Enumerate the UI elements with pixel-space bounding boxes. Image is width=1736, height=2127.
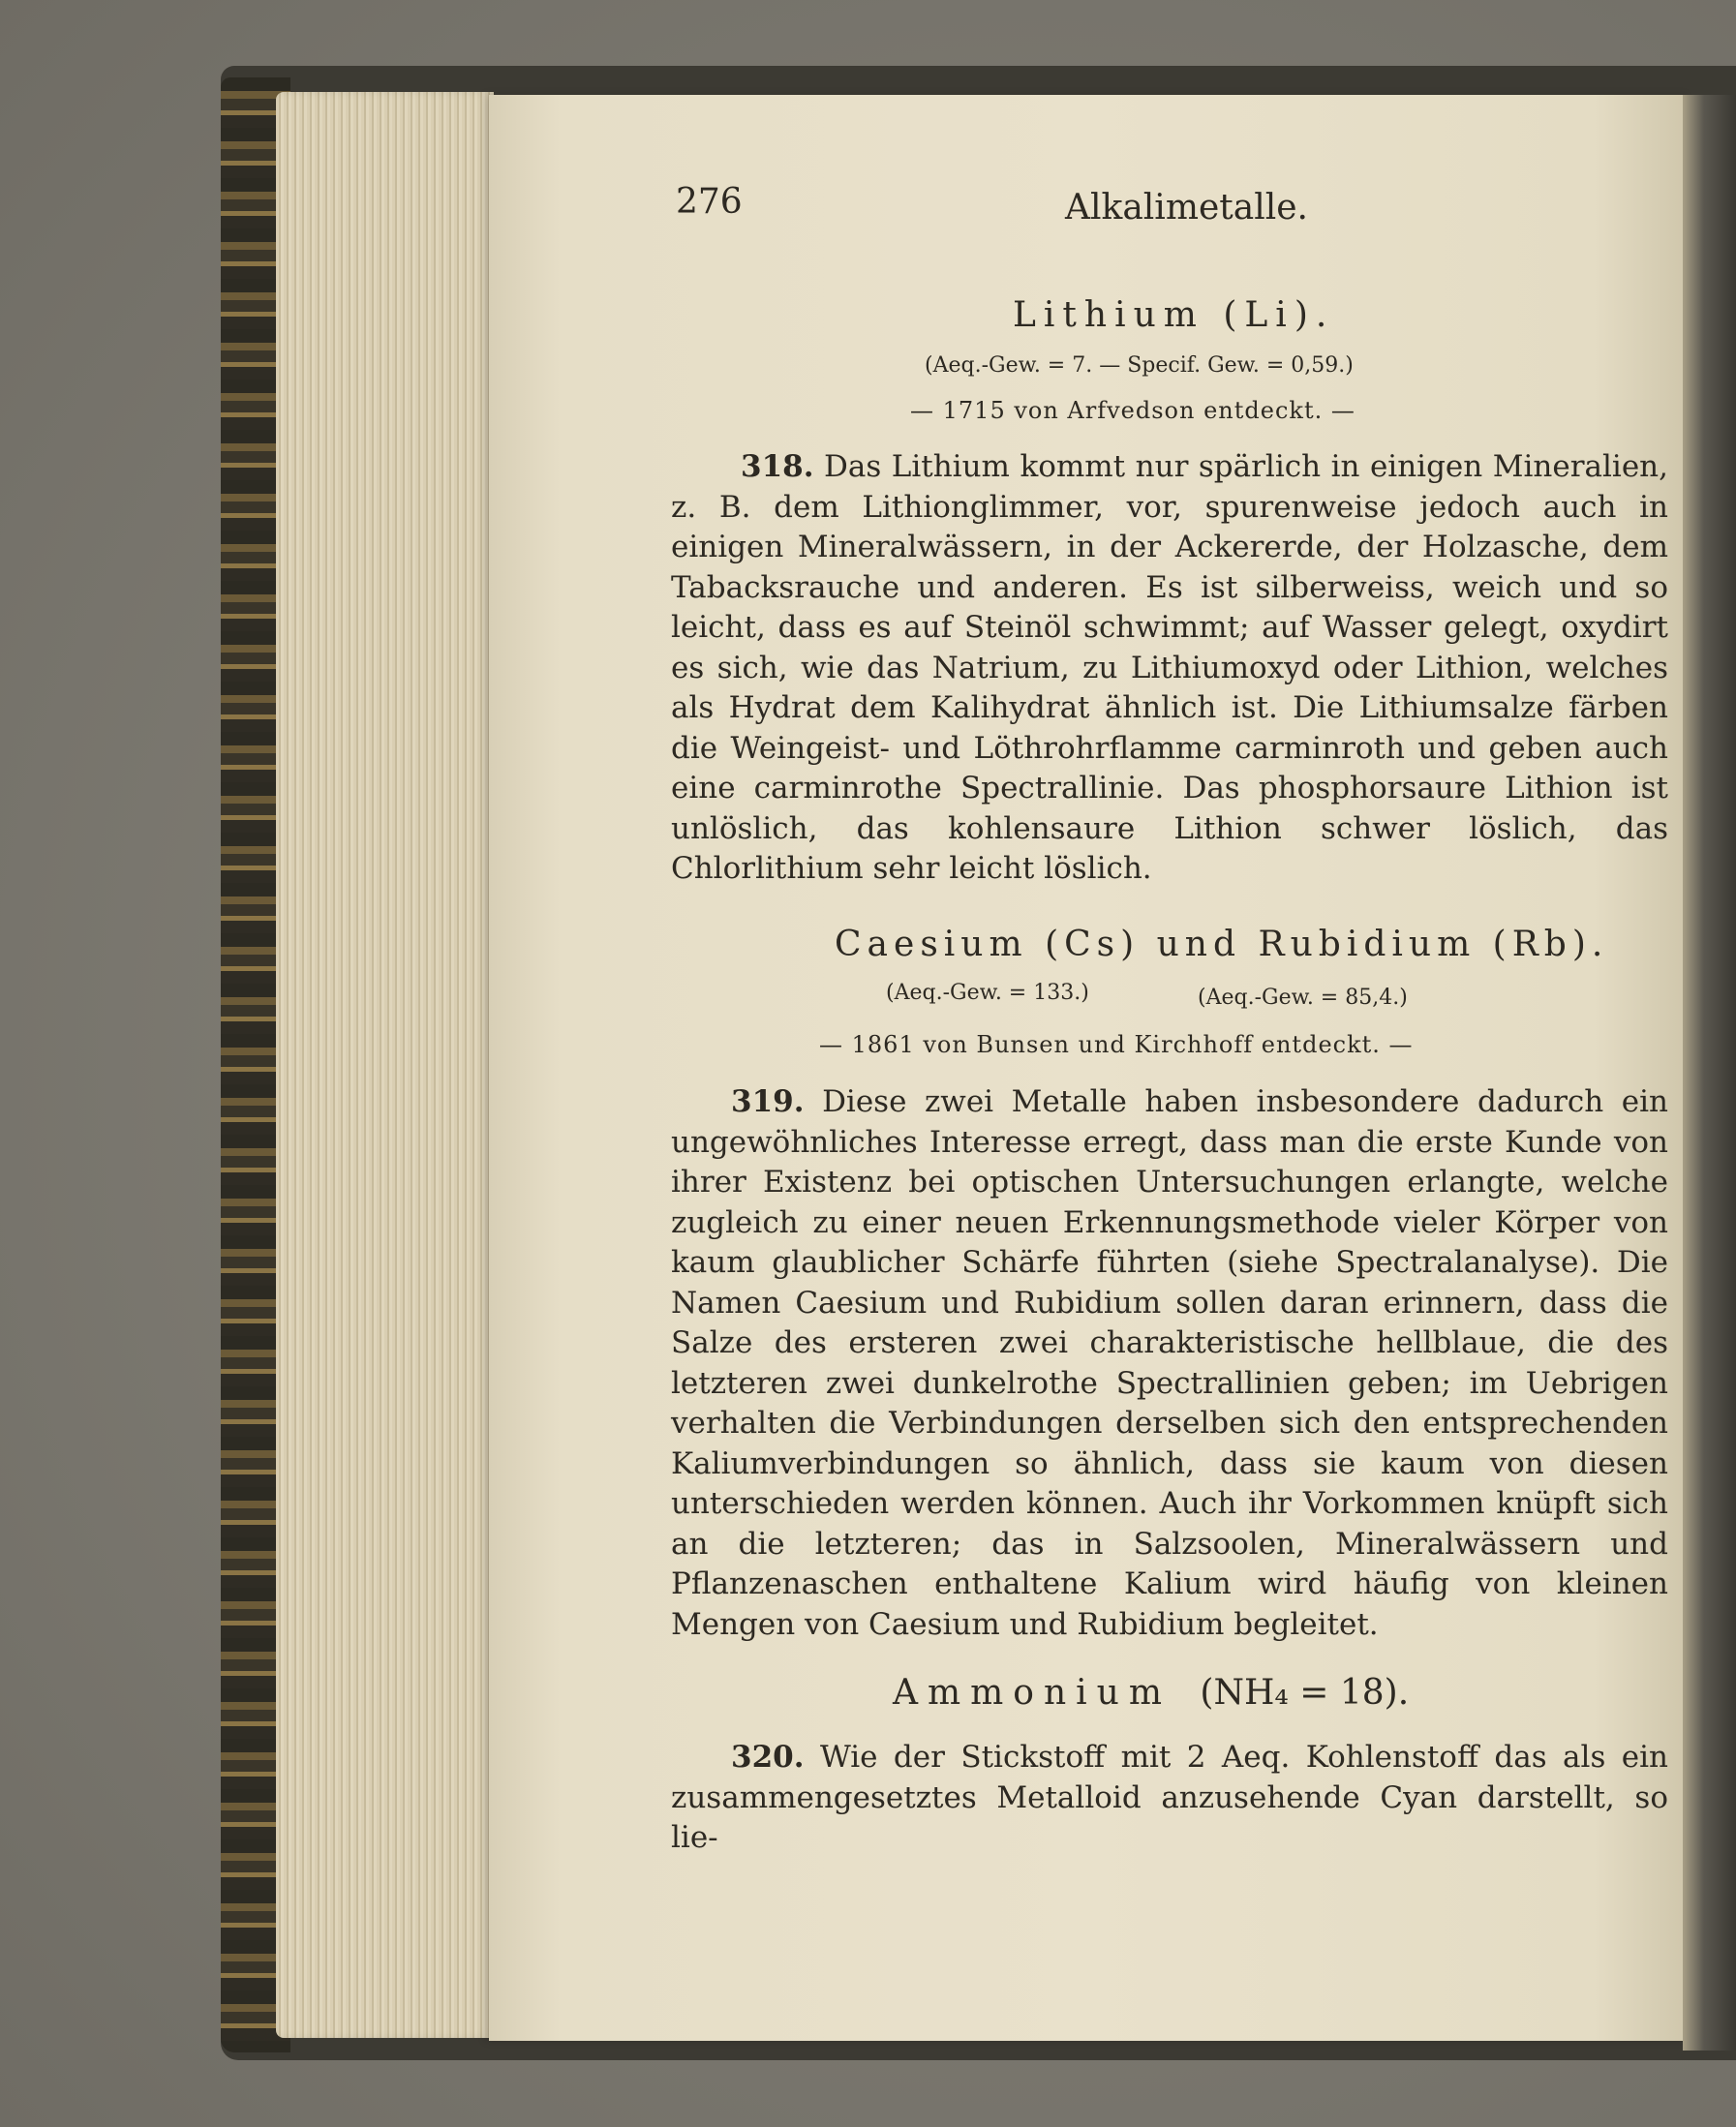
paragraph-319	[671, 1082, 1668, 1645]
caesium-heading: Caesium (Cs) und Rubidium (Rb).	[835, 925, 1609, 964]
paragraph-number: 318.	[741, 449, 814, 484]
page-edges	[276, 92, 494, 2038]
page-number: 276	[676, 182, 743, 222]
caesium-data: (Aeq.-Gew. = 133.)	[886, 981, 1089, 1005]
paragraph-text: Wie der Stickstoff mit 2 Aeq. Kohlenstoff das als ein zusammengesetztes Metalloid anzusehende Cyan darstellt, so lie-	[671, 1740, 1668, 1855]
lithium-heading: Lithium (Li).	[1013, 295, 1335, 335]
lithium-discovery: — 1715 von Arfvedson entdeckt. —	[910, 397, 1355, 424]
ammonium-formula: (NH₄ = 18).	[1200, 1673, 1410, 1713]
paragraph-text: Diese zwei Metalle haben insbesondere dadurch ein ungewöhnliches Interesse erregt, dass man die erste Kunde von ihrer Existenz bei optischen Untersuchungen erlangte, welche zugleich zu einer neuen Erkennungsmethode vieler Körper von kaum glaublicher Schärfe führten (siehe Spectralanalyse). Die Namen Caesium und Rubidium sollen daran erinnern, dass die Salze des ersteren zwei charakteristische hellblaue, die des letzteren zwei dunkelrothe Spectrallinien geben; im Uebrigen verhalten die Verbindungen derselben sich den entsprechenden Kaliumverbindungen so ähnlich, dass sie kaum von diesen unterschieden werden können. Auch ihr Vorkommen knüpft sich an die letzteren; das in Salzsoolen, Mineralwässern und Pflanzenaschen enthaltene Kalium wird häufig von kleinen Mengen von Caesium und Rubidium begleitet.	[671, 1084, 1668, 1642]
rubidium-data: (Aeq.-Gew. = 85,4.)	[1198, 986, 1408, 1010]
ammonium-heading-word: Ammonium	[893, 1673, 1172, 1713]
ammonium-heading	[893, 1673, 1409, 1713]
running-title: Alkalimetalle.	[1065, 188, 1308, 228]
lithium-data-line: (Aeq.-Gew. = 7. — Specif. Gew. = 0,59.)	[925, 353, 1354, 378]
paragraph-text: Das Lithium kommt nur spärlich in einigen Mineralien, z. B. dem Lithionglimmer, vor, spurenweise jedoch auch in einigen Mineralwässern, in der Ackererde, der Holzasche, dem Tabacksrauche und anderen. Es ist silberweiss, weich und so leicht, dass es auf Steinöl schwimmt; auf Wasser gelegt, oxydirt es sich, wie das Natrium, zu Lithiumoxyd oder Lithion, welches als Hydrat dem Kalihydrat ähnlich ist. Die Lithiumsalze färben die Weingeist- und Löthrohrflamme carminroth und geben auch eine carminrothe Spectrallinie. Das phosphorsaure Lithion ist unlöslich, das kohlensaure Lithion schwer löslich, das Chlorlithium sehr leicht löslich.	[671, 449, 1669, 886]
paragraph-number: 320.	[731, 1740, 805, 1775]
paragraph-number: 319.	[731, 1084, 805, 1119]
paragraph-320	[671, 1738, 1668, 1859]
paragraph-318	[671, 447, 1668, 890]
page-gutter	[1683, 95, 1736, 2051]
caesium-discovery: — 1861 von Bunsen und Kirchhoff entdeckt. —	[819, 1031, 1414, 1058]
